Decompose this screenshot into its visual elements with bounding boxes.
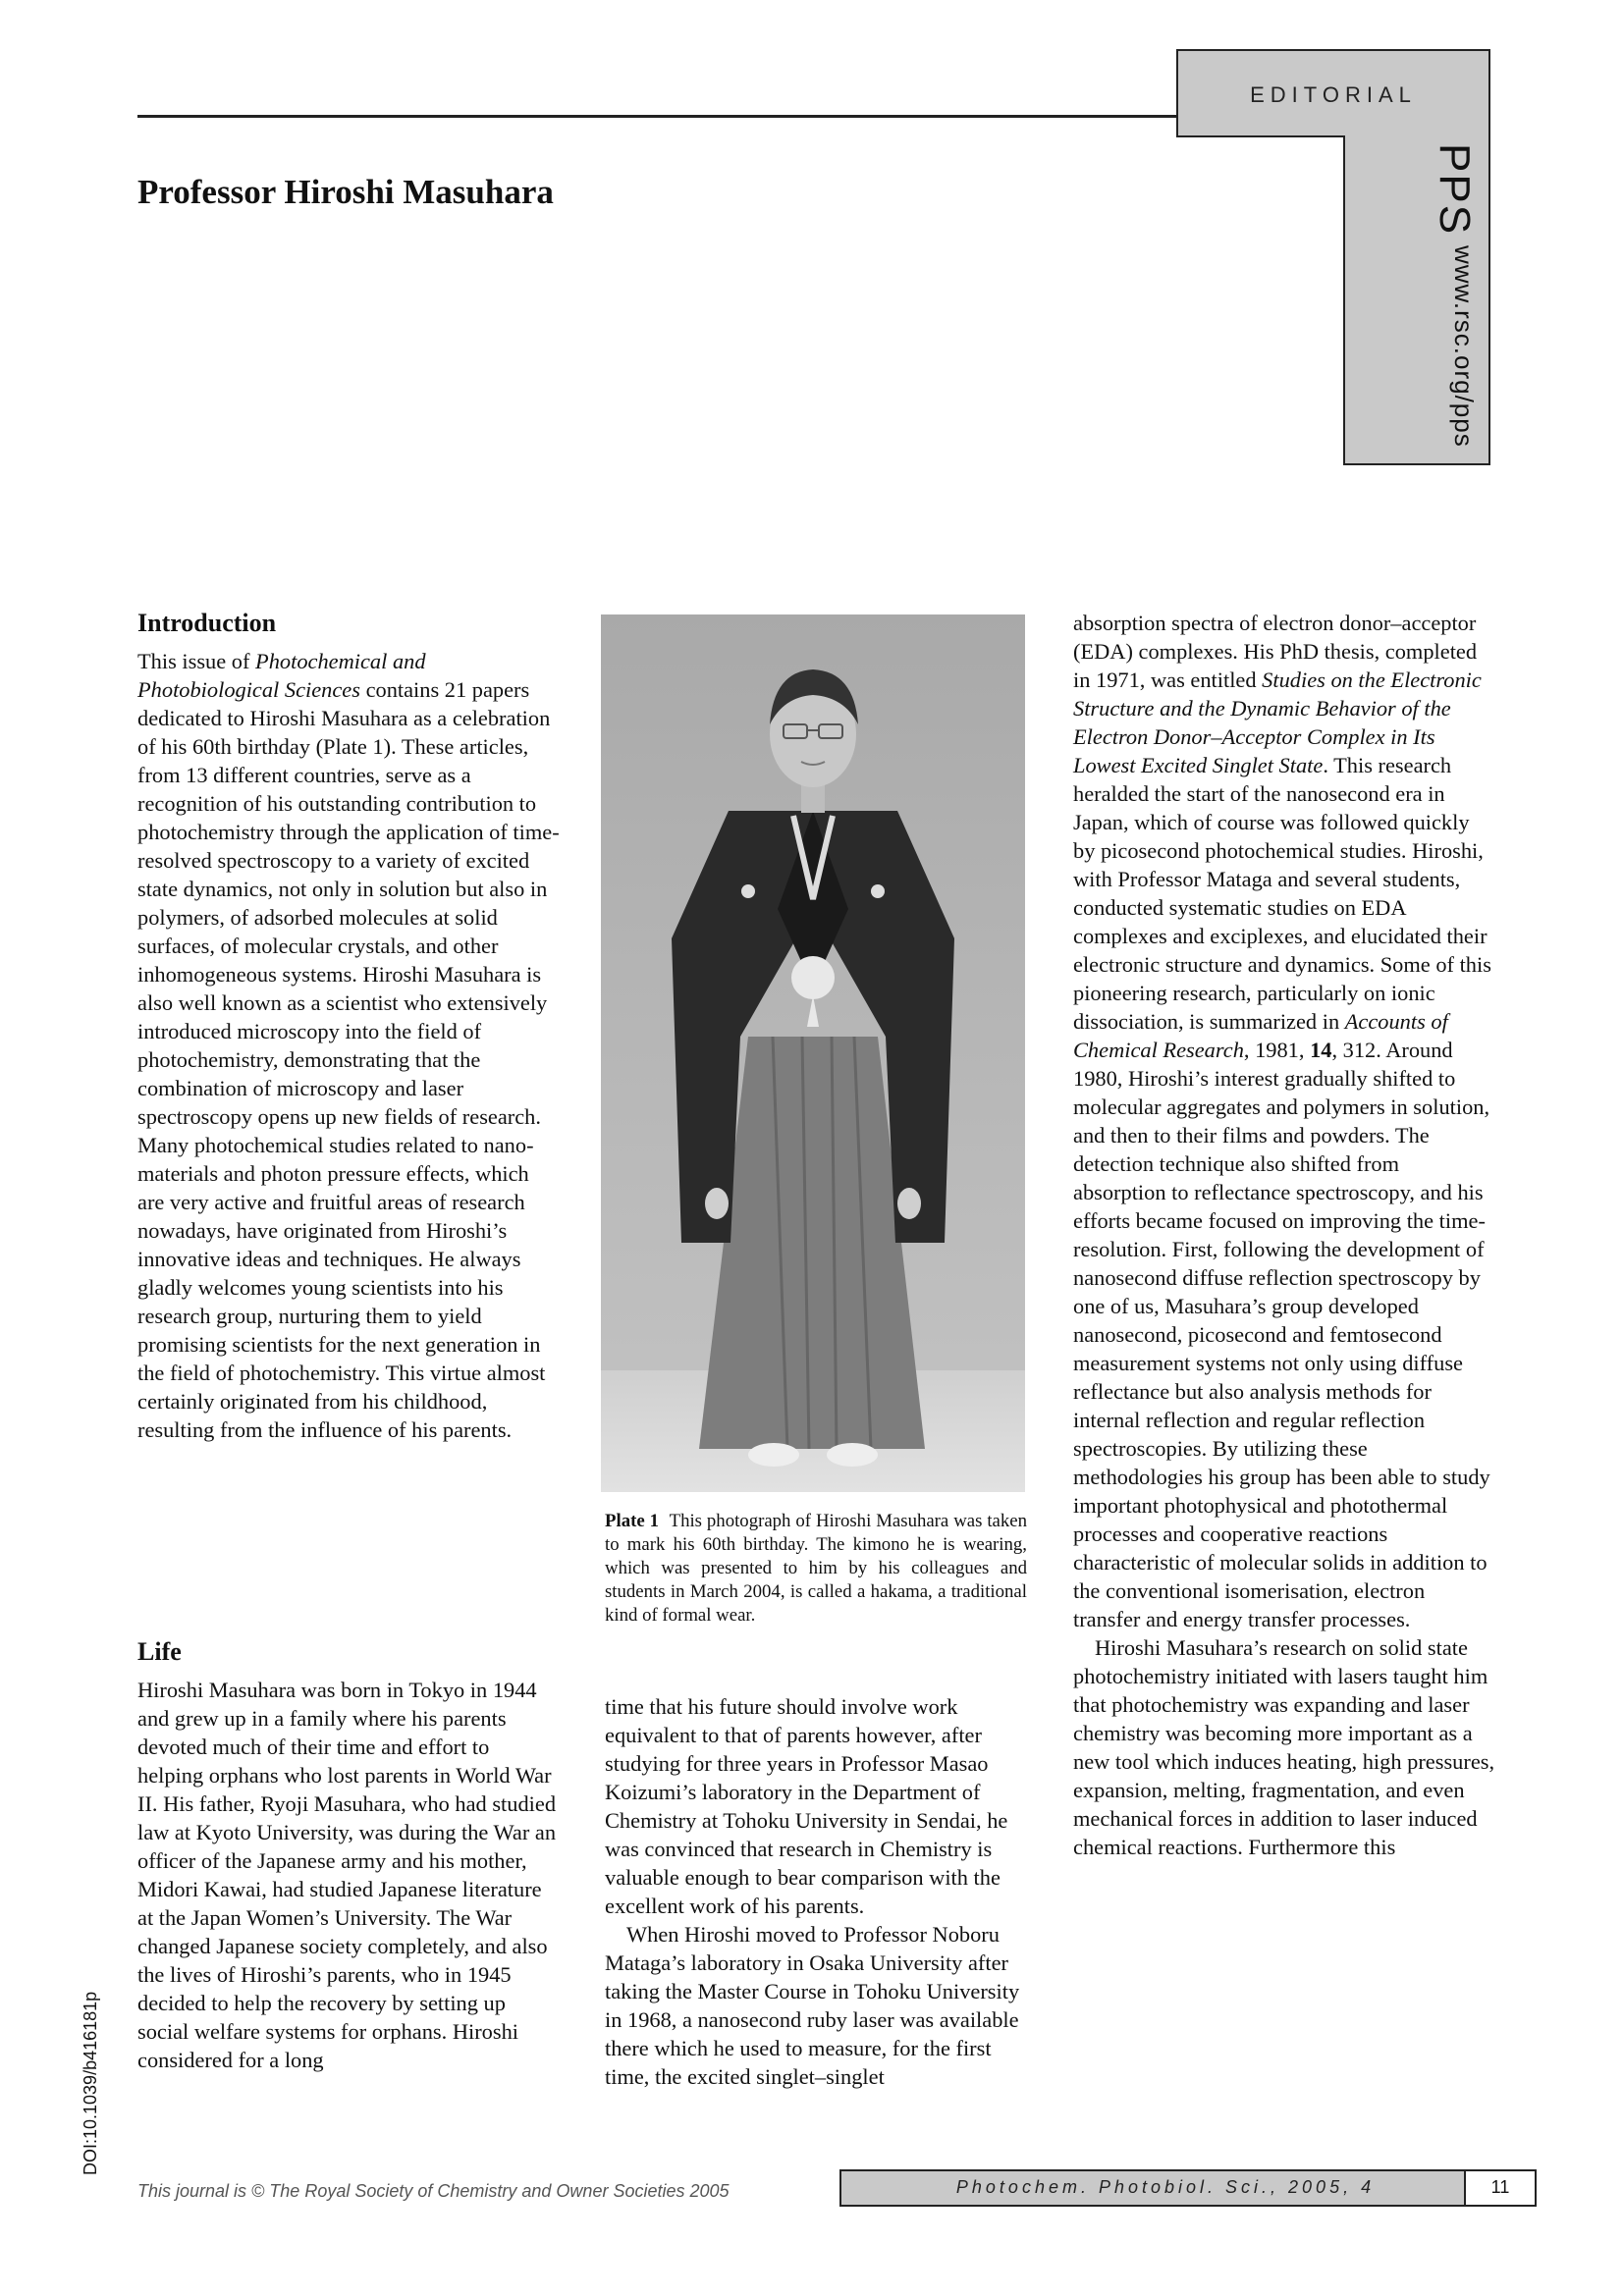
doi-label: DOI:10.1039/b416181p bbox=[81, 1991, 100, 2175]
section-tab bbox=[1176, 49, 1490, 137]
right-paragraph-1 bbox=[1073, 609, 1495, 1633]
cited-journal: Accounts of Chemical Research bbox=[1073, 1009, 1448, 1062]
column-left-top bbox=[137, 609, 560, 1444]
right-text-2: . This research heralded the start of the nanosecond era in Japan, which of course was followed quickly by picosecond photochemical studies. Hiroshi, with Professor Mataga and several students, conducted systematic studies on EDA complexes and exciplexes, and elucidated their electronic structure and dynamics. Some of this pioneering research, particularly on ionic dissociation, is summarized in bbox=[1073, 753, 1491, 1034]
footer-copyright: This journal is © The Royal Society of Chemistry and Owner Societies 2005 bbox=[137, 2181, 730, 2201]
right-text-4: , 312. Around 1980, Hiroshi’s interest gradually shifted to molecular aggregates and polymers in solution, and then to their films and powders. The detection technique also shifted from absorption to reflectance spectroscopy, and his efforts became focused on improving the time-resolution. First, following the development of nanosecond diffuse reflection spectroscopy by one of us, Masuhara’s group developed nanosecond, picosecond and femtosecond measurement systems not only using diffuse reflectance but also analysis methods for internal reflection and regular reflection spectroscopies. By utilizing these methodologies his group has been able to study important photophysical and photothermal processes and cooperative reactions characteristic of molecular solids in addition to the conventional isomerisation, electron transfer and energy transfer processes. bbox=[1073, 1038, 1490, 1631]
journal-abbrev: PPS bbox=[1431, 143, 1479, 237]
life-paragraph-2: time that his future should involve work equivalent to that of parents however, after studying for three years in Professor Masao Koizumi’s laboratory in the Department of Chemistry at Tohoku University in Sendai, he was convinced that research in Chemistry is valuable enough to bear comparison with the excellent work of his parents. bbox=[605, 1694, 1008, 1918]
right-paragraph-2: Hiroshi Masuhara’s research on solid state photochemistry initiated with lasers taught him that photochemistry was expanding and laser chemistry was becoming more important as a new tool which induces heating, high pressures, expansion, melting, fragmentation, and even mechanical forces in addition to laser induced chemical reactions. Furthermore this bbox=[1073, 1635, 1495, 1859]
introduction-paragraph bbox=[137, 647, 560, 1444]
right-text-1: absorption spectra of electron donor–acceptor (EDA) complexes. His PhD thesis, completed in 1971, was entitled bbox=[1073, 611, 1478, 692]
life-paragraph-1: Hiroshi Masuhara was born in Tokyo in 1944 and grew up in a family where his parents devoted much of their time and effort to helping orphans who lost parents in World War II. His father, Ryoji Masuhara, who had studied law at Kyoto University, was during the War an officer of the Japanese army and his mother, Midori Kawai, had studied Japanese literature at the Japan Women’s University. The War changed Japanese society completely, and also the lives of Hiroshi’s parents, who in 1945 decided to help the recovery by setting up social welfare systems for orphans. Hiroshi considered for a long bbox=[137, 1678, 557, 2072]
article-title: Professor Hiroshi Masuhara bbox=[137, 173, 554, 211]
journal-url: www.rsc.org/pps bbox=[1449, 245, 1479, 448]
footer-bar bbox=[839, 2169, 1537, 2207]
page-number: 11 bbox=[1490, 2177, 1510, 2197]
introduction-heading: Introduction bbox=[137, 609, 277, 637]
column-left-bottom bbox=[137, 1637, 560, 2074]
plate-caption-text: This photograph of Hiroshi Masuhara was taken to mark his 60th birthday. The kimono he is wearing, which was presented to him by his colleagues and students in March 2004, is called a hakama, a traditional kind of formal wear. bbox=[605, 1511, 1028, 1626]
section-label: EDITORIAL bbox=[1250, 82, 1417, 107]
plate-caption bbox=[605, 1510, 1027, 1628]
portrait-illustration bbox=[601, 614, 1025, 1492]
footer-page-box bbox=[1464, 2171, 1535, 2205]
column-right bbox=[1073, 609, 1495, 1861]
right-text-3: , 1981, bbox=[1243, 1038, 1311, 1062]
header-rule bbox=[137, 115, 1178, 118]
thesis-title: Studies on the Electronic Structure and the Dynamic Behavior of the Electron Donor–Acceptor Complex in Its Lowest Excited Singlet State bbox=[1073, 667, 1482, 777]
life-heading: Life bbox=[137, 1637, 182, 1666]
life-paragraph-3: When Hiroshi moved to Professor Noboru Mataga’s laboratory in Osaka University after taking the Master Course in Tohoku University in 1968, a nanosecond ruby laser was available there which he used to measure, for the first time, the excited singlet–singlet bbox=[605, 1922, 1020, 2089]
cited-volume: 14 bbox=[1310, 1038, 1332, 1062]
footer-journal-ref: Photochem. Photobiol. Sci., 2005, 4 bbox=[955, 2177, 1376, 2197]
journal-side-text bbox=[1361, 143, 1479, 457]
intro-text-1: This issue of bbox=[137, 649, 256, 673]
plate-label: Plate 1 bbox=[605, 1511, 659, 1531]
intro-journal-name: Photochemical and Photobiological Sciences bbox=[137, 649, 426, 702]
intro-text-2: contains 21 papers dedicated to Hiroshi Masuhara as a celebration of his 60th birthday (Plate 1). These articles, from 13 different countries, serve as a recognition of his outstanding contribution to photochemistry through the application of time-resolved spectroscopy to a variety of excited state dynamics, not only in solution but also in polymers, of adsorbed molecules at solid surfaces, of molecular crystals, and other inhomogeneous systems. Hiroshi Masuhara is also well known as a scientist who extensively introduced microscopy into the field of photochemistry, demonstrating that the combination of microscopy and laser spectroscopy opens up new fields of research. Many photochemical studies related to nano-materials and photon pressure effects, which are very active and fruitful areas of research nowadays, have originated from Hiroshi’s innovative ideas and techniques. He always gladly welcomes young scientists into his research group, nurturing them to yield promising scientists for the next generation in the field of photochemistry. This virtue almost certainly originated from his childhood, resulting from the influence of his parents. bbox=[137, 677, 560, 1442]
column-middle-bottom bbox=[605, 1692, 1027, 2091]
plate-photo bbox=[601, 614, 1025, 1492]
